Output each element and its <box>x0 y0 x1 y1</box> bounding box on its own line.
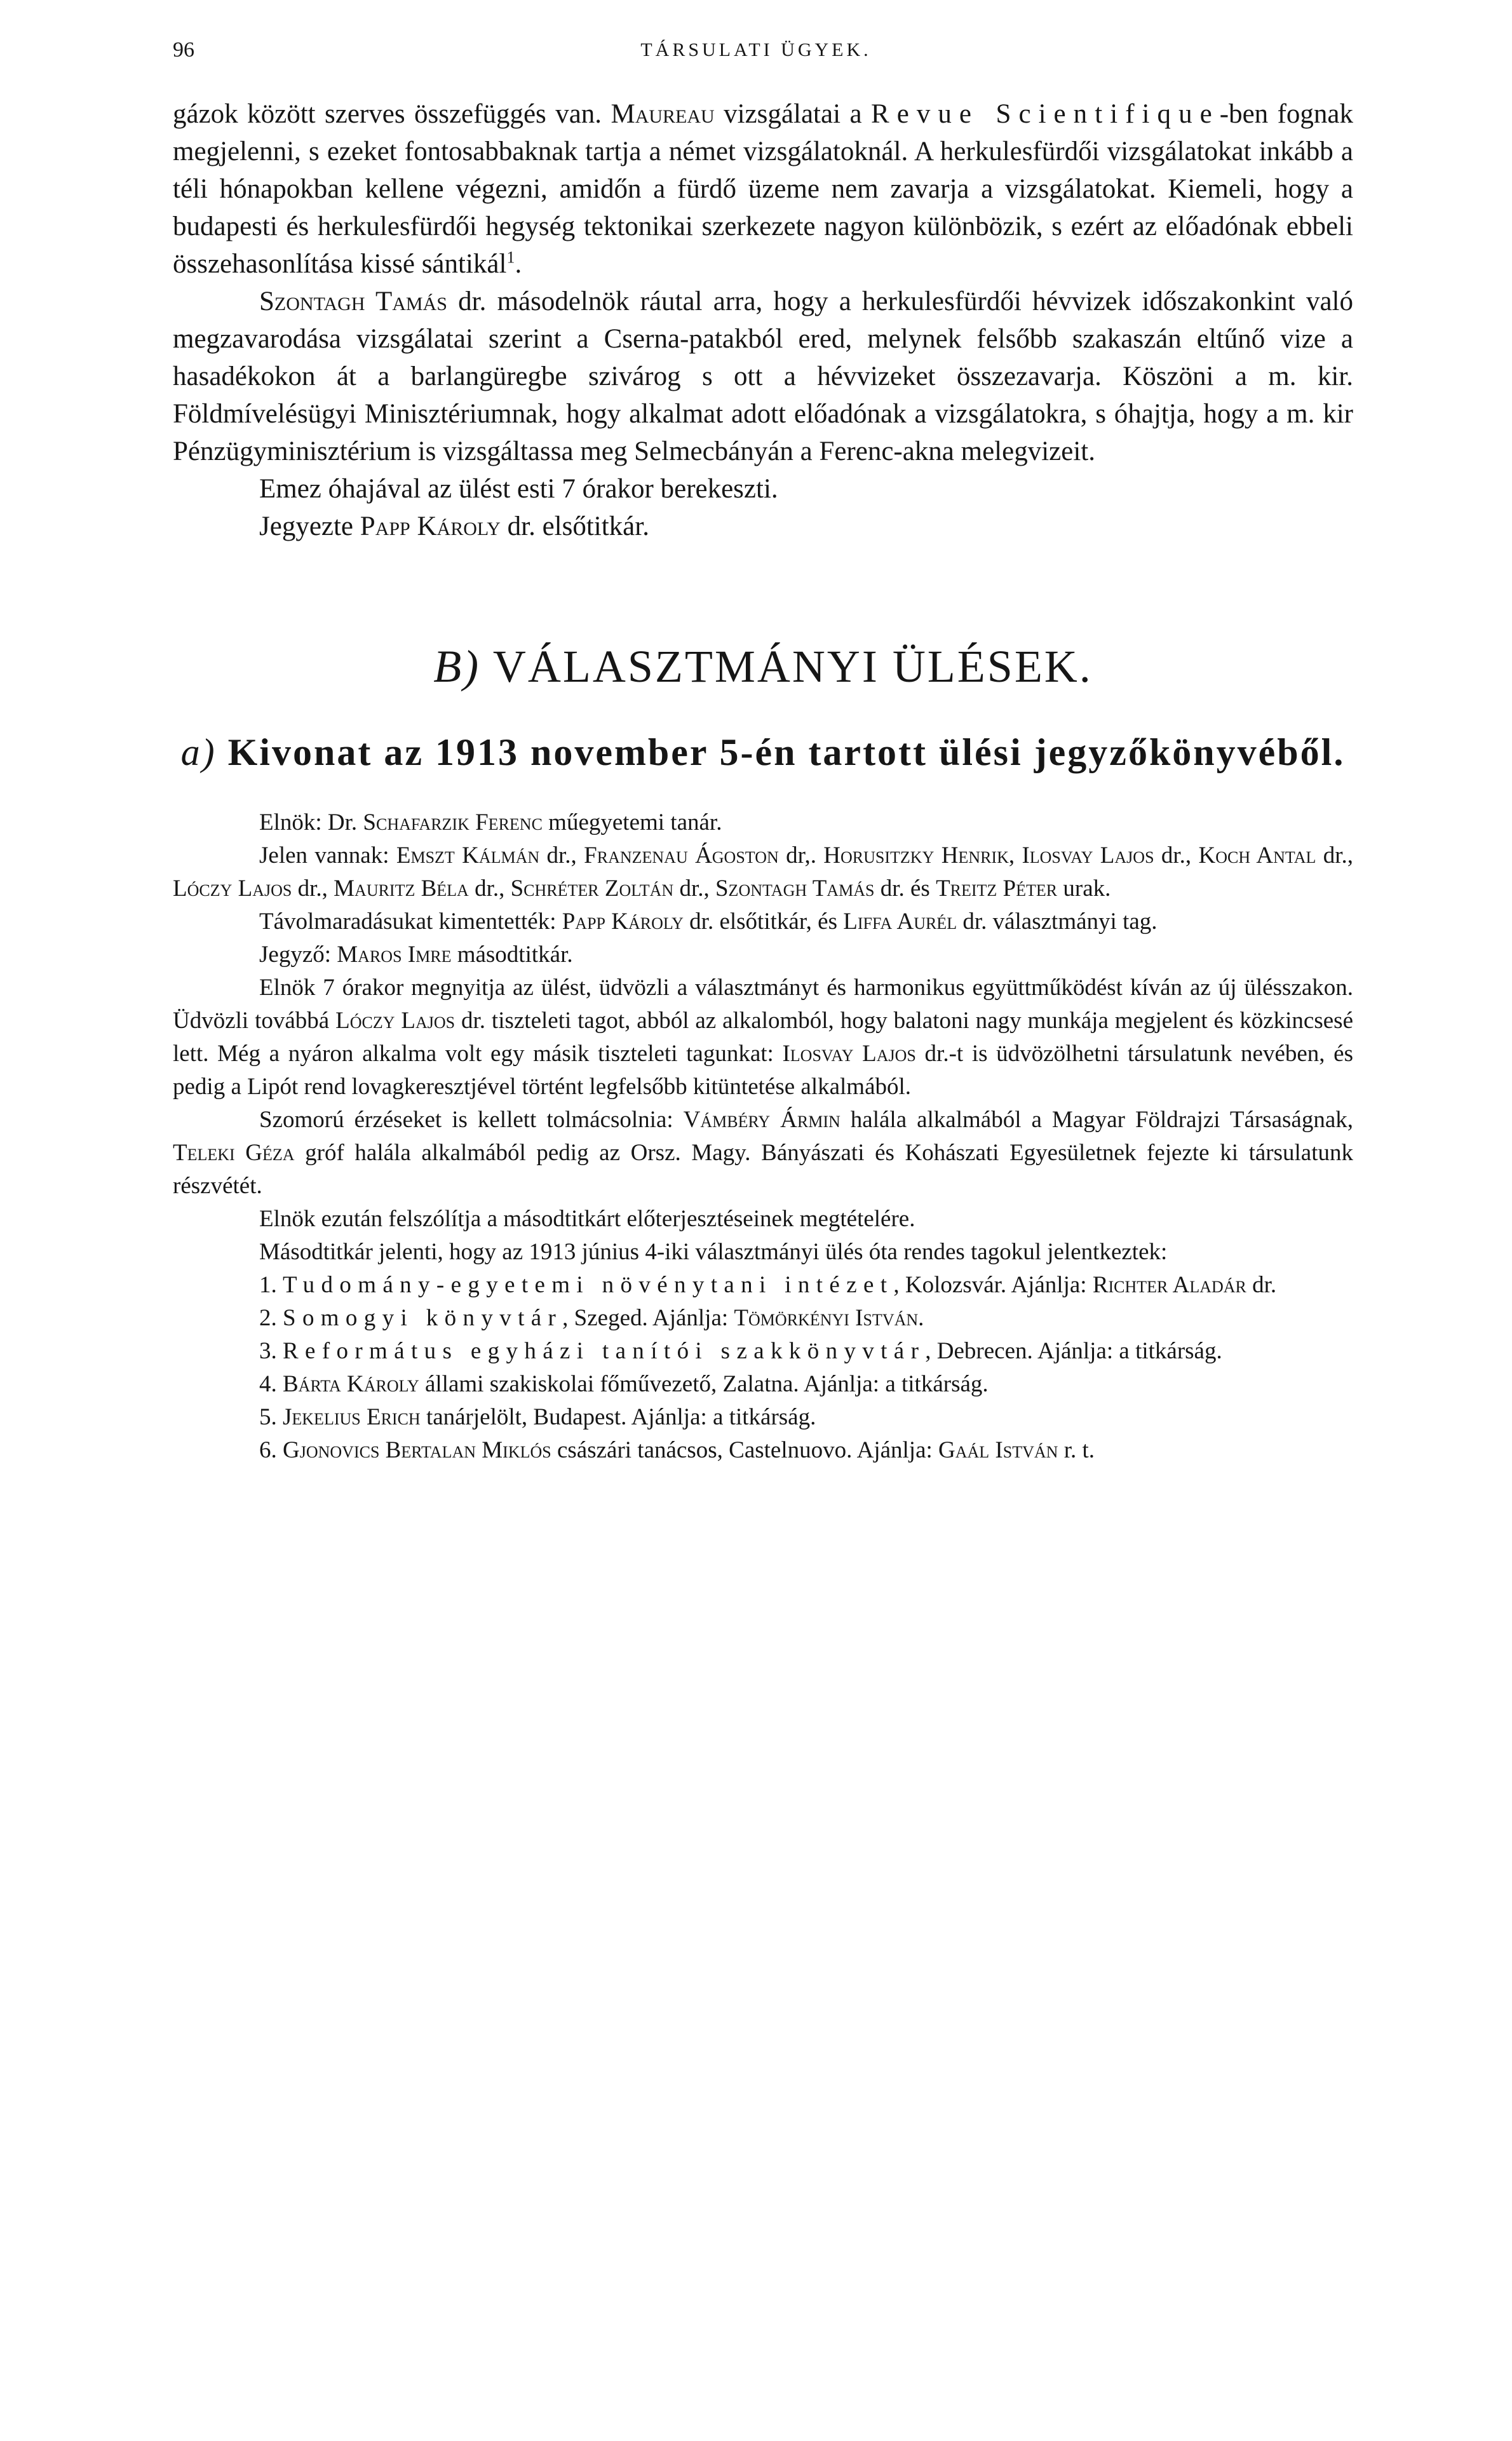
running-title: TÁRSULATI ÜGYEK. <box>640 39 872 60</box>
list-item: 5. Jekelius Erich tanárjelölt, Budapest. Ajánlja: a titkárság. <box>259 1404 816 1430</box>
list-item: 2. Somogyi könyvtár, Szeged. Ajánlja: Tömörkényi István. <box>259 1305 924 1331</box>
chair-line: Elnök: Dr. Schafarzik Ferenc műegyetemi tanár. <box>259 809 722 835</box>
page-body <box>173 95 1353 1467</box>
paragraph-maureau: gázok között szerves összefüggés van. Maureau vizsgálatai a Revue Scientifique-ben fognak megjelenni, s ezeket fontosabbaknak tartja a német vizsgálatoknál. A herkulesfürdői vizsgálatokat inkább a téli hónapokban kellene végezni, amidőn a fürdő üzeme nem zavarja a vizsgálatokat. Kiemeli, hogy a budapesti és herkulesfürdői hegység tektonikai szerkezete nagyon különbözik, s ezért az előadónak ebbeli összehasonlítása kissé sántikál$^1$. <box>173 99 1354 279</box>
paragraph-szontagh: Szontagh Tamás dr. másodelnök ráutal arra, hogy a herkulesfürdői hévvizek időszakonkint való megzavarodása vizsgálatai szerint a Cserna-patakból ered, melynek felsőbb szakaszán eltűnő vize a hasadékokon át a barlangüregbe szivárog s ott a hévvizeket összezavarja. Köszöni a m. kir. Földmívelésügyi Minisztériumnak, hogy alkalmat adott előadónak a vizsgálatokra, s óhajtja, hogy a m. kir Pénzügyminisztérium is vizsgáltassa meg Selmecbányán a Ferenc-akna melegvizeit. <box>173 287 1353 466</box>
request-paragraph: Elnök ezután felszólítja a másodtitkárt előterjesztéseinek megtételére. <box>259 1206 915 1232</box>
minutes-closing-section <box>173 95 1353 545</box>
person-name: Szontagh Tamás <box>259 287 447 316</box>
condolence-paragraph: Szomorú érzéseket is kellett tolmácsolnia: Vámbéry Ármin halála alkalmából a Magyar Földrajzi Társaságnak, Teleki Géza gróf halála alkalmából pedig az Orsz. Magy. Bányászati és Kohászati Egyesületnek fejezte ki társulatunk részvétét. <box>173 1107 1354 1199</box>
person-name: Maureau <box>611 99 715 129</box>
opening-paragraph: Elnök 7 órakor megnyitja az ülést, üdvözli a választmányt és harmonikus együttműködést kíván az új ülésszakon. Üdvözli továbbá Lóczy Lajos dr. tiszteleti tagot, abból az alkalomból, hogy balatoni nagy munkája megjelent és közkincsesé lett. Még a nyáron alkalma volt egy másik tiszteleti tagunkat: Ilosvay Lajos dr.-t is üdvözölhetni társulatunk nevében, és pedig a Lipót rend lovagkeresztjével történt legfelsőbb kitüntetése alkalmából. <box>173 975 1354 1100</box>
section-heading-b: B) VÁLASZTMÁNYI ÜLÉSEK. <box>433 641 1093 692</box>
list-item: 1. Tudomány-egyetemi növénytani intézet, Kolozsvár. Ajánlja: Richter Aladár dr. <box>259 1272 1277 1298</box>
minutes-body <box>173 806 1353 1467</box>
list-item: 6. Gjonovics Bertalan Miklós császári tanácsos, Castelnuovo. Ajánlja: Gaál István r. t. <box>259 1437 1095 1463</box>
footnote-marker: 1 <box>506 248 515 267</box>
page-number: 96 <box>173 38 194 62</box>
list-item: 4. Bárta Károly állami szakiskolai főművezető, Zalatna. Ajánlja: a titkárság. <box>259 1371 989 1397</box>
page-header <box>0 38 1512 70</box>
absentees-paragraph: Távolmaradásukat kimentették: Papp Károly dr. elsőtitkár, és Liffa Aurél dr. választmányi tag. <box>259 909 1158 935</box>
attendees-paragraph: Jelen vannak: Emszt Kálmán dr., Franzenau Ágoston dr,. Horusitzky Henrik, Ilosvay Lajos dr., Koch Antal dr., Lóczy Lajos dr., Mauritz Béla dr., Schréter Zoltán dr., Szontagh Tamás dr. és Treitz Péter urak. <box>173 842 1354 902</box>
paragraph-signature: Jegyezte Papp Károly dr. elsőtitkár. <box>259 511 649 541</box>
paragraph-closing: Emez óhajával az ülést esti 7 órakor berekeszti. <box>259 474 778 504</box>
recorder-line: Jegyző: Maros Imre másodtitkár. <box>259 942 573 968</box>
subsection-heading-a: a) Kivonat az 1913 november 5-én tartott ülési jegyzőkönyvéből. <box>180 731 1346 773</box>
person-name: Papp Károly <box>360 511 501 541</box>
list-item: 3. Református egyházi tanítói szakkönyvtár, Debrecen. Ajánlja: a titkárság. <box>259 1338 1222 1364</box>
journal-name: Revue Scientifique <box>870 99 1220 129</box>
new-members-intro: Másodtitkár jelenti, hogy az 1913 június 4-iki választmányi ülés óta rendes tagokul jelentkeztek: <box>259 1239 1168 1265</box>
